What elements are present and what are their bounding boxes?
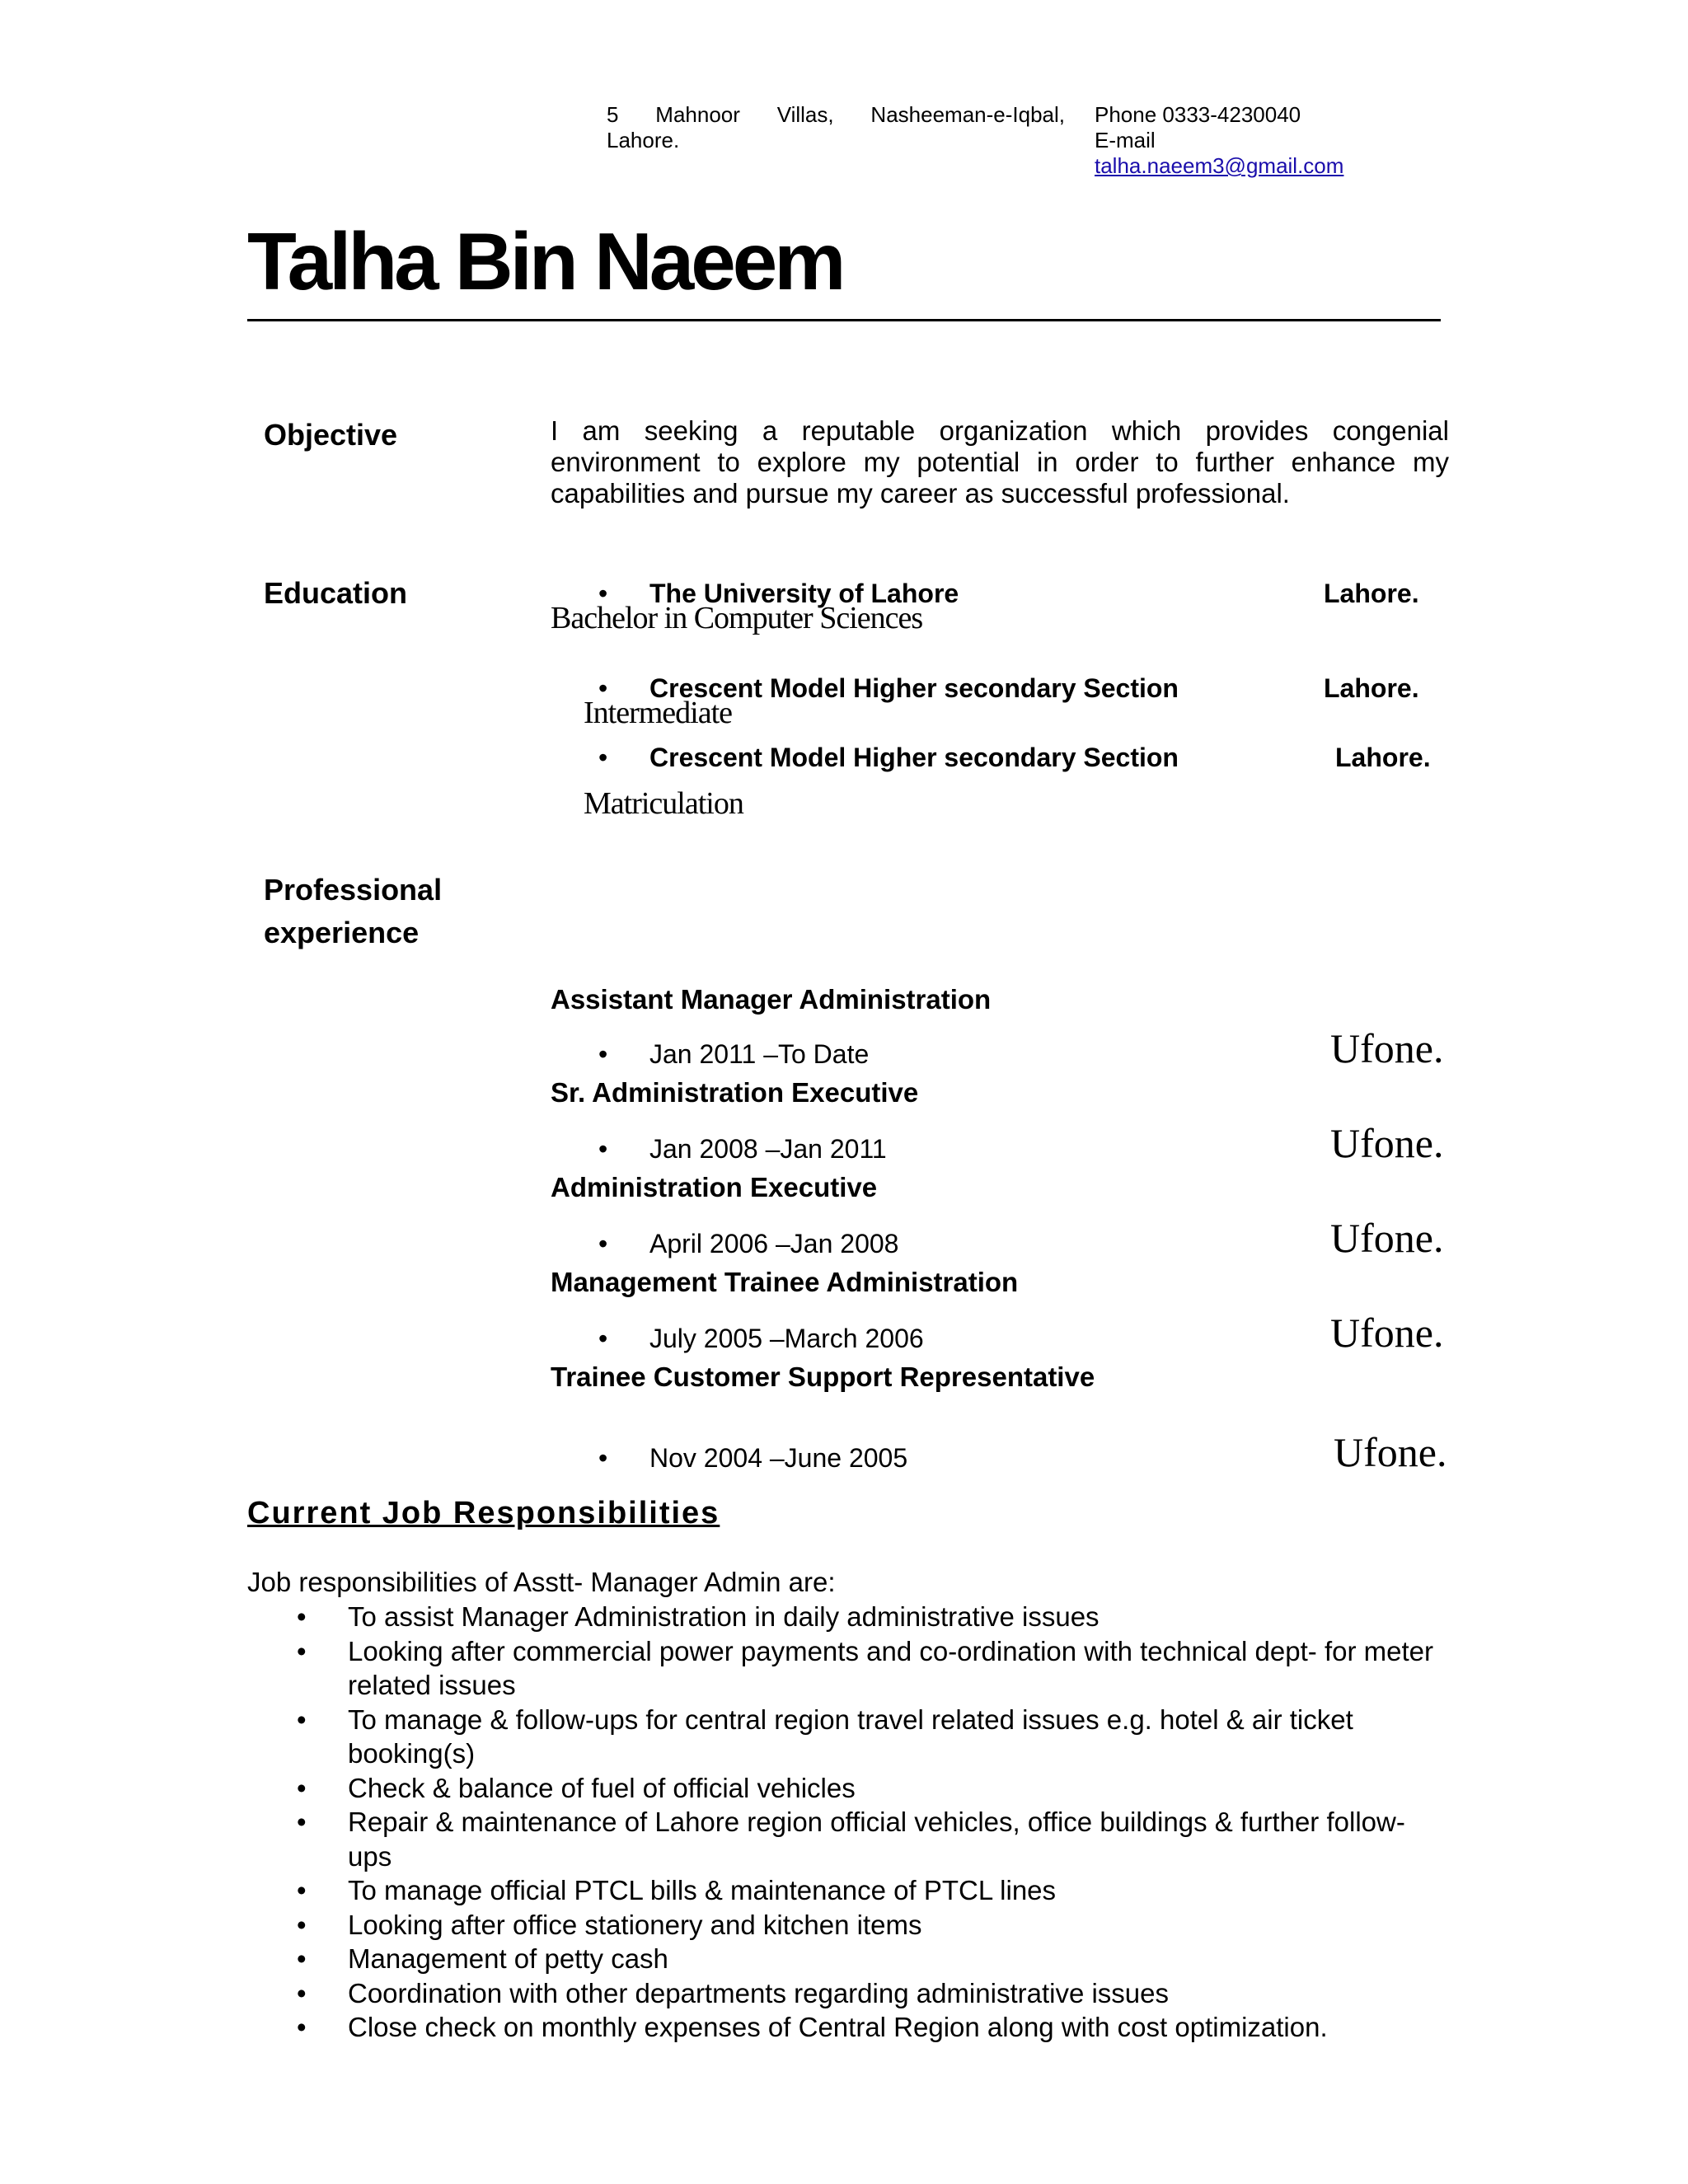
education-city: Lahore. <box>1335 743 1431 772</box>
job-company: Ufone. <box>1330 1215 1444 1261</box>
job-title: Sr. Administration Executive <box>551 1077 919 1108</box>
email-link[interactable]: talha.naeem3@gmail.com <box>1095 153 1344 178</box>
education-city: Lahore. <box>1324 673 1419 703</box>
responsibilities-intro: Job responsibilities of Asstt- Manager Admin are: <box>247 1567 836 1597</box>
job-dates: Nov 2004 –June 2005 <box>649 1443 908 1473</box>
job-dates: July 2005 –March 2006 <box>649 1324 924 1353</box>
list-item: • To manage official PTCL bills & maintenance of PTCL lines <box>247 1873 1434 1908</box>
list-item: • To assist Manager Administration in daily administrative issues <box>247 1600 1434 1634</box>
bullet-icon: • <box>297 1977 307 2008</box>
header-divider <box>247 319 1441 321</box>
job-dates: Jan 2011 –To Date <box>649 1039 870 1069</box>
job-title: Management Trainee Administration <box>551 1267 1019 1297</box>
education-bullet: • <box>598 579 608 608</box>
email-label: E-mail <box>1095 128 1156 152</box>
list-item: • To manage & follow-ups for central region travel related issues e.g. hotel & air ticket booking(s) <box>297 1704 1353 1769</box>
list-item: • Close check on monthly expenses of Central Region along with cost optimization. <box>247 2010 1434 2045</box>
responsibilities-list <box>247 1600 1434 2045</box>
education-institution: The University of Lahore <box>649 579 959 608</box>
bullet-icon: • <box>297 1601 307 1632</box>
job-company: Ufone. <box>1330 1025 1444 1071</box>
job-dates: April 2006 –Jan 2008 <box>649 1229 899 1258</box>
address-word: 5 <box>607 102 619 127</box>
list-item: • Repair & maintenance of Lahore region official vehicles, office buildings & further follow-ups <box>297 1807 1405 1872</box>
job-title: Assistant Manager Administration <box>551 984 992 1015</box>
education-heading: Education <box>264 576 408 610</box>
bullet-icon: • <box>297 2012 307 2042</box>
job-bullet: • <box>598 1039 608 1069</box>
address-line-2: Lahore. <box>607 128 680 152</box>
bullet-icon: • <box>297 1704 307 1735</box>
list-item: • Coordination with other departments regarding administrative issues <box>247 1976 1434 2011</box>
education-degree: Matriculation <box>584 786 743 821</box>
address-word: Villas, <box>776 102 834 127</box>
experience-heading-line2: experience <box>264 916 420 949</box>
phone: Phone 0333-4230040 <box>1095 102 1301 127</box>
contact-block <box>1095 102 1343 179</box>
bullet-icon: • <box>297 1943 307 1974</box>
list-item: • Looking after office stationery and kitchen items <box>247 1908 1434 1943</box>
bullet-icon: • <box>297 1807 307 1837</box>
list-item: • Management of petty cash <box>247 1942 1434 1976</box>
education-city: Lahore. <box>1324 579 1419 608</box>
experience-heading-line1: Professional <box>264 873 443 907</box>
address-word: Mahnoor <box>655 102 740 127</box>
bullet-icon: • <box>297 1772 307 1803</box>
education-degree: Intermediate <box>584 696 733 730</box>
objective-heading: Objective <box>264 418 398 452</box>
job-bullet: • <box>598 1134 608 1164</box>
responsibilities-heading: Current Job Responsibilities <box>247 1496 720 1530</box>
list-item: • Looking after commercial power payments and co-ordination with technical dept- for meter related issues <box>297 1635 1433 1700</box>
education-bullet: • <box>598 743 608 772</box>
bullet-icon: • <box>297 1909 307 1940</box>
job-company: Ufone. <box>1330 1120 1444 1166</box>
bullet-icon: • <box>297 1875 307 1905</box>
education-institution: Crescent Model Higher secondary Section <box>649 673 1179 703</box>
job-title: Trainee Customer Support Representative <box>551 1361 1095 1392</box>
job-bullet: • <box>598 1443 608 1473</box>
bullet-icon: • <box>297 1635 307 1666</box>
job-company: Ufone. <box>1330 1310 1444 1356</box>
list-item: • Check & balance of fuel of official vehicles <box>247 1771 1434 1806</box>
job-bullet: • <box>598 1324 608 1353</box>
job-title: Administration Executive <box>551 1172 878 1202</box>
job-company: Ufone. <box>1334 1429 1447 1475</box>
job-dates: Jan 2008 –Jan 2011 <box>649 1134 887 1164</box>
objective-text: I am seeking a reputable organization which provides congenial environment to explore my potential in order to further enhance my capabilities and pursue my career as successful professional. <box>551 415 1449 509</box>
education-institution: Crescent Model Higher secondary Section <box>649 743 1179 772</box>
job-bullet: • <box>598 1229 608 1258</box>
candidate-name: Talha Bin Naeem <box>247 216 843 307</box>
education-bullet: • <box>598 673 608 703</box>
education-degree: Bachelor in Computer Sciences <box>551 601 923 635</box>
address-line-1 <box>607 102 1065 128</box>
address-word: Nasheeman-e-Iqbal, <box>870 102 1065 127</box>
